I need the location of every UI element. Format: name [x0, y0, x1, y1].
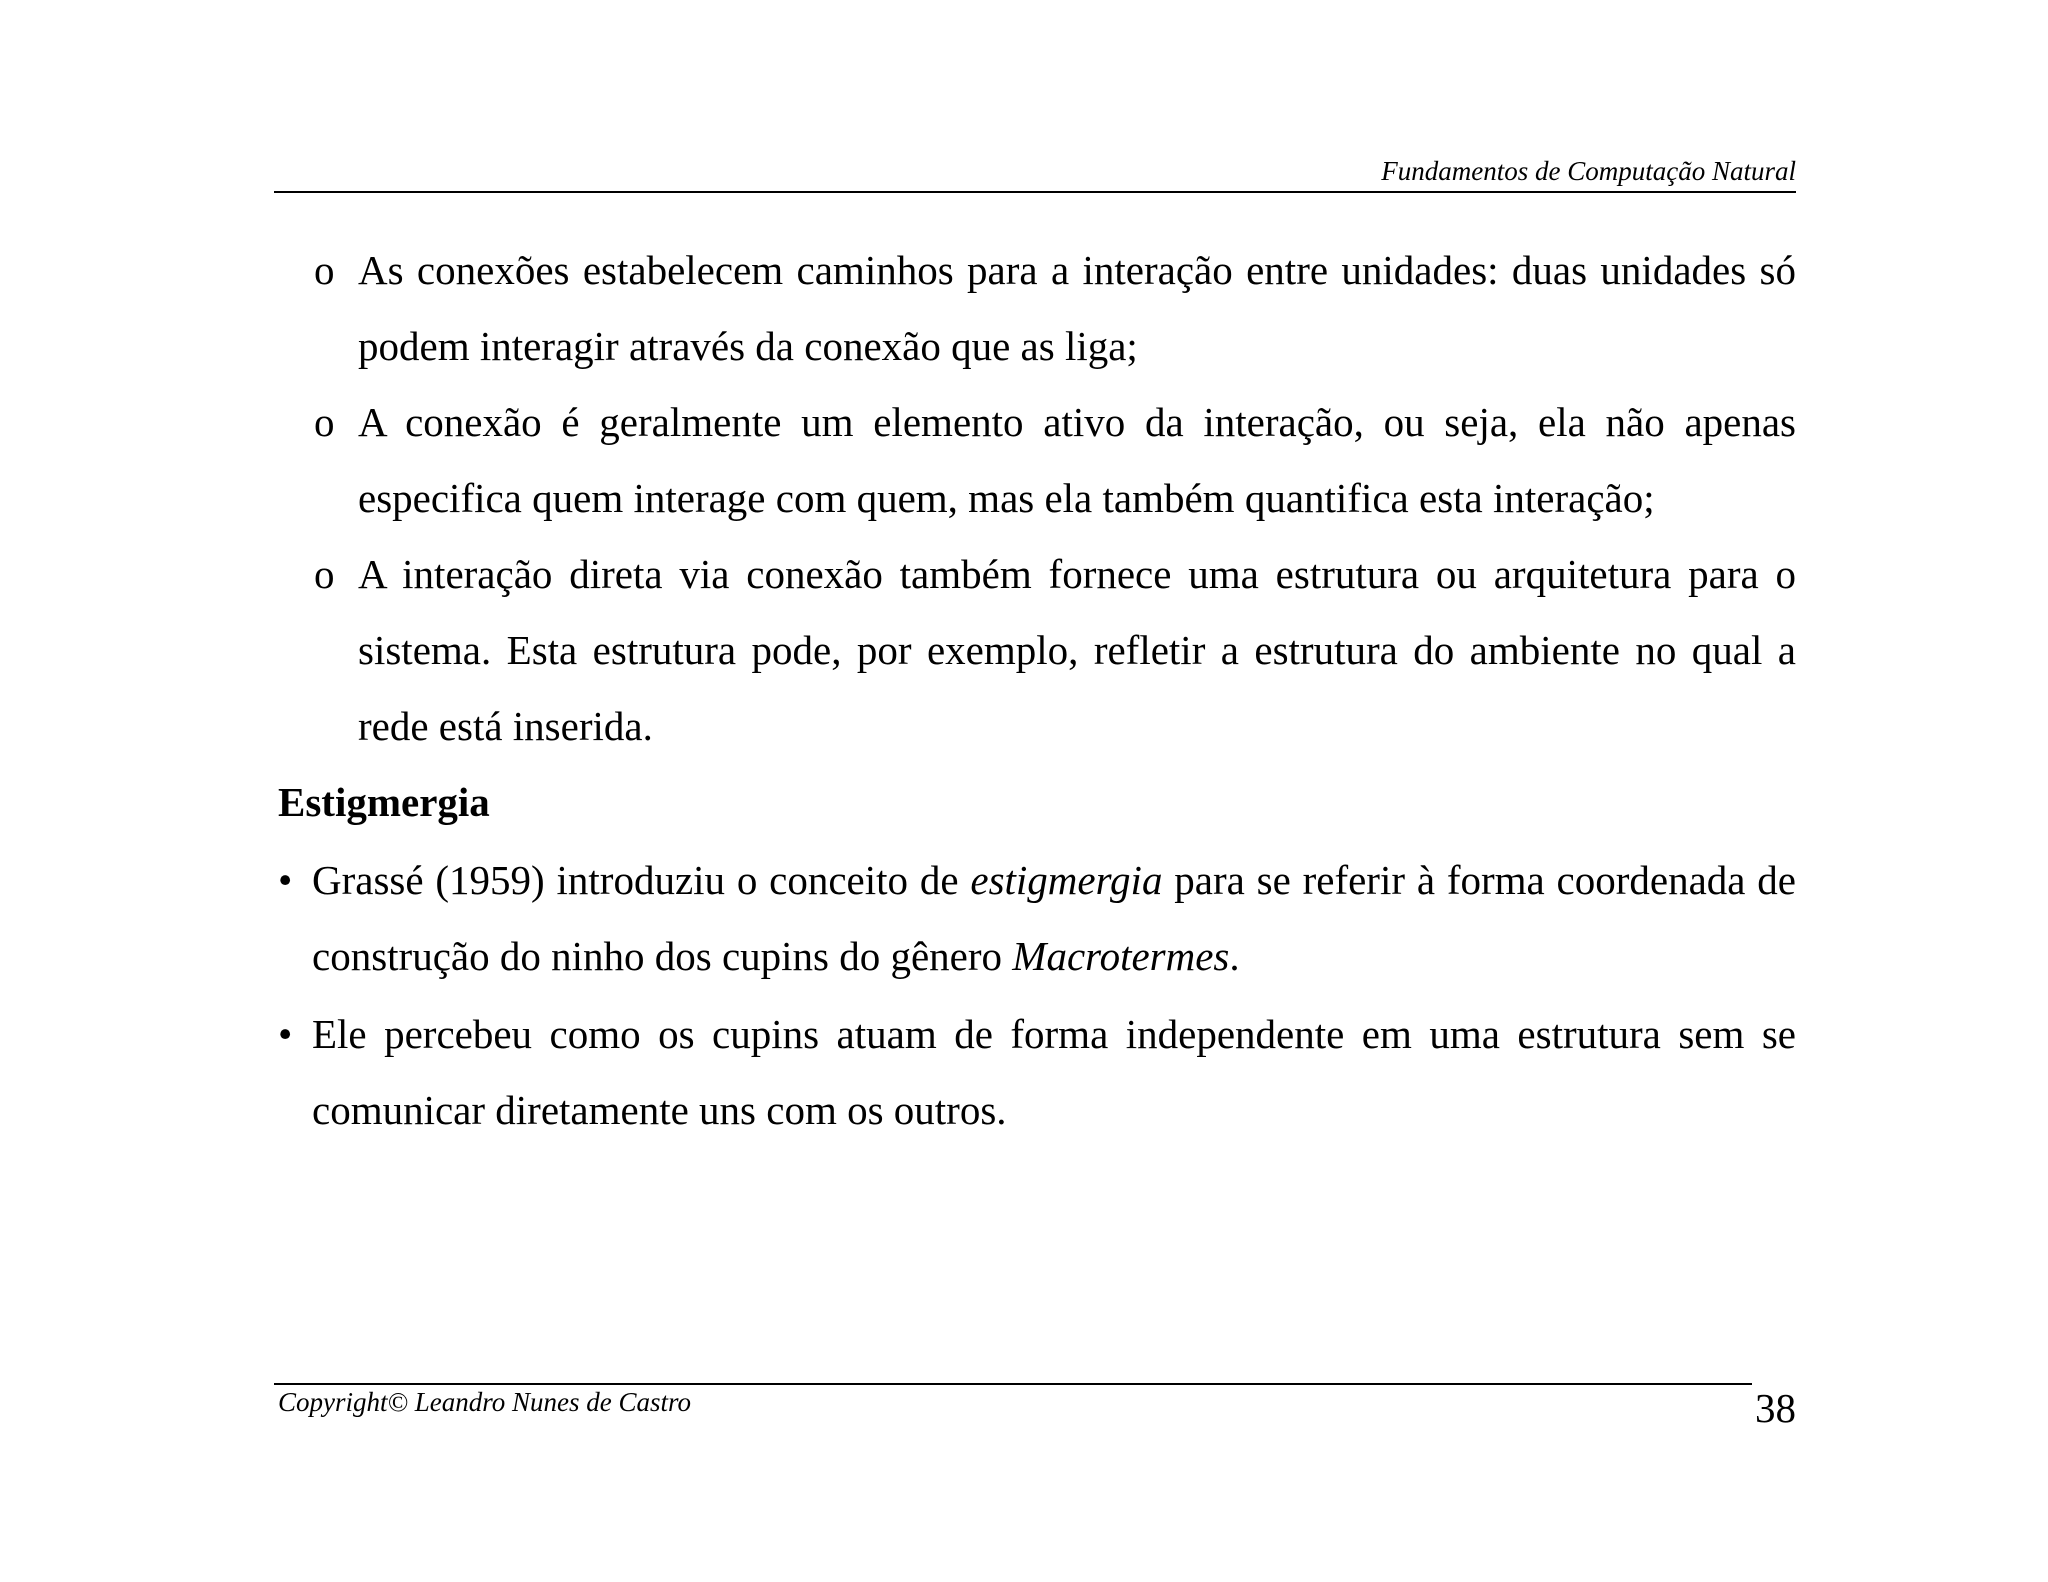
hollow-circle-bullet-icon: o	[314, 247, 335, 293]
hollow-circle-bullet-icon: o	[314, 551, 335, 597]
hollow-circle-bullet-icon: o	[314, 399, 335, 445]
sub-bullet-list	[278, 232, 1796, 764]
sub-bullet-item	[278, 384, 1796, 536]
running-header: Fundamentos de Computação Natural	[1381, 156, 1796, 186]
bullet-list	[278, 842, 1796, 1148]
filled-dot-bullet-icon: •	[278, 857, 293, 903]
page-number: 38	[1755, 1385, 1796, 1431]
bullet-text: Ele percebeu como os cupins atuam de forma independente em uma estrutura sem se comunicar diretamente uns com os outros.	[312, 1011, 1796, 1133]
bullet-text-part: para se referir à forma coordenada de construção do ninho dos cupins do gênero	[312, 857, 1796, 979]
filled-dot-bullet-icon: •	[278, 1011, 293, 1057]
sub-bullet-text: As conexões estabelecem caminhos para a interação entre unidades: duas unidades só podem interagir através da conexão que as liga;	[358, 247, 1796, 369]
italic-term: Macrotermes	[1012, 933, 1230, 979]
page-content	[278, 232, 1796, 1148]
bullet-text-part: .	[1229, 933, 1240, 979]
italic-term: estigmergia	[970, 857, 1163, 903]
sub-bullet-text: A conexão é geralmente um elemento ativo da interação, ou seja, ela não apenas especifica quem interage com quem, mas ela também quantifica esta interação;	[358, 399, 1796, 521]
footer-rule	[274, 1383, 1752, 1385]
section-heading: Estigmergia	[278, 779, 490, 825]
bullet-text-part: Grassé (1959) introduziu o conceito de	[312, 857, 971, 903]
bullet-item	[278, 996, 1796, 1148]
bullet-item	[278, 842, 1796, 994]
sub-bullet-item	[278, 232, 1796, 384]
footer-copyright: Copyright© Leandro Nunes de Castro	[278, 1387, 692, 1417]
sub-bullet-text: A interação direta via conexão também fornece uma estrutura ou arquitetura para o sistema. Esta estrutura pode, por exemplo, refletir a estrutura do ambiente no qual a rede está inserida.	[358, 551, 1796, 749]
header-rule	[274, 191, 1796, 193]
sub-bullet-item	[278, 536, 1796, 764]
